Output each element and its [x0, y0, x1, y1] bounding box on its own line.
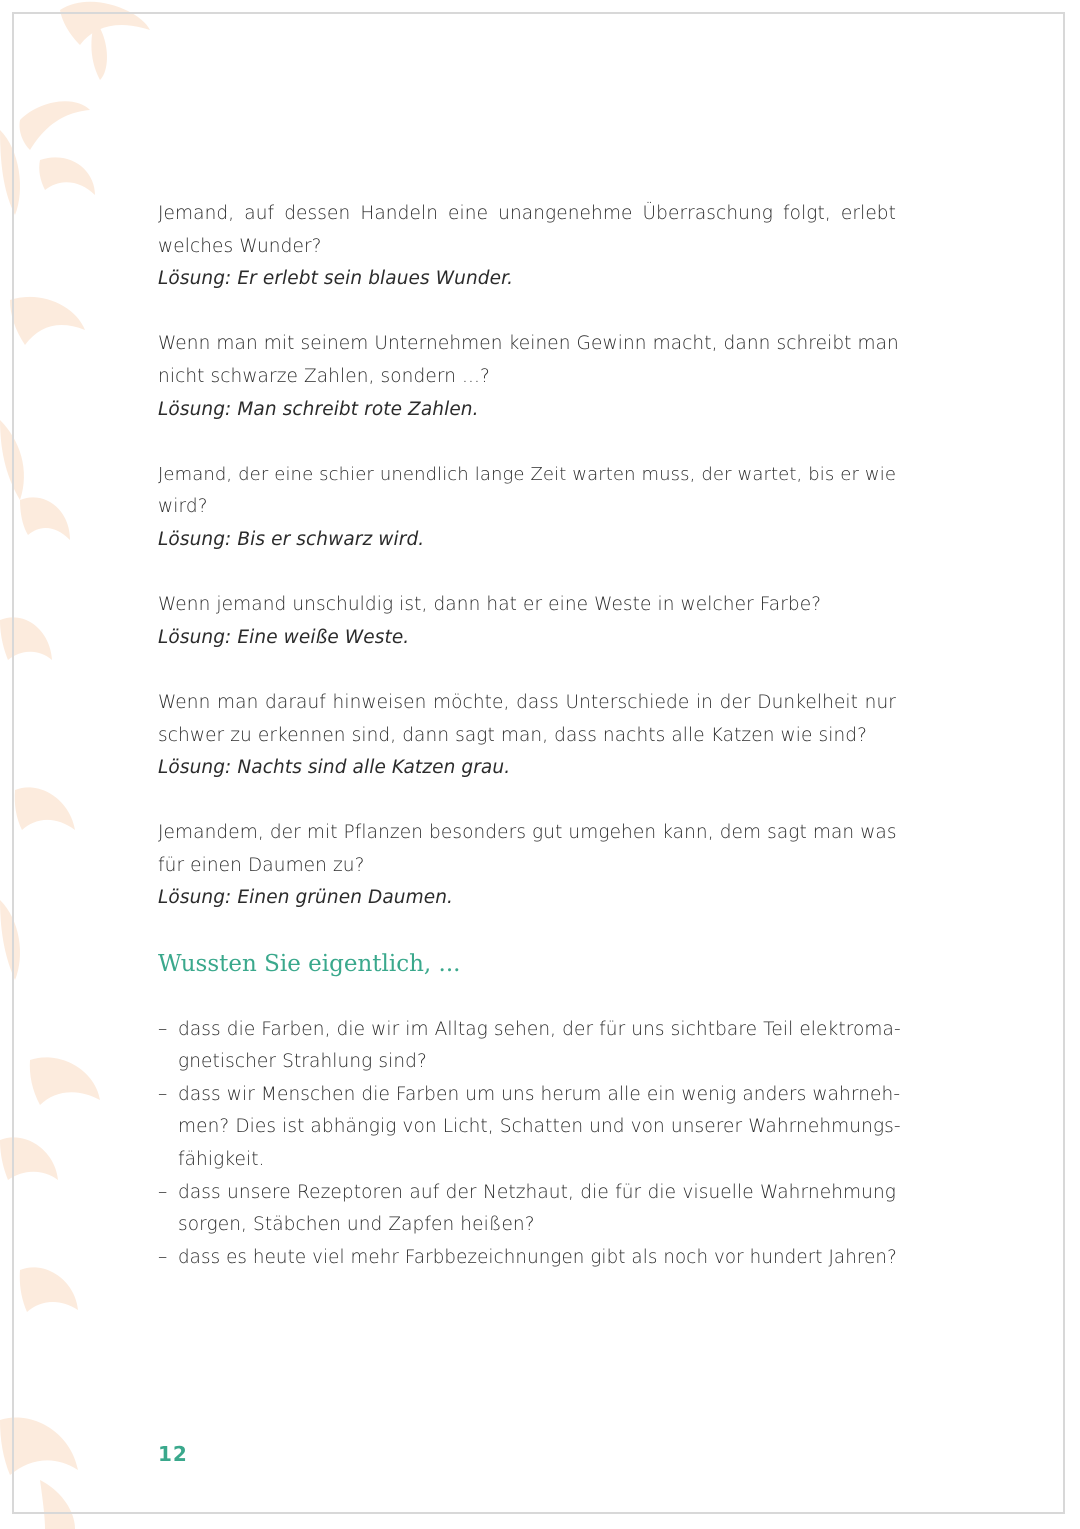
riddle-solution: Lösung: Er erlebt sein blaues Wunder. — [158, 268, 514, 290]
fact-line: dass unsere Rezeptoren auf der Netzhaut, die für die visuelle Wahrnehmung — [178, 1181, 896, 1203]
riddle-question-line: welches Wunder? — [158, 235, 322, 257]
riddle-solution: Lösung: Bis er schwarz wird. — [158, 528, 425, 550]
riddle-block — [158, 589, 896, 654]
fact-line: dass wir Menschen die Farben um uns herum alle ein wenig anders wahrneh- — [178, 1083, 901, 1105]
riddle-question-line: wird? — [158, 496, 208, 518]
riddle-question-line: Wenn man darauf hinweisen möchte, dass Unterschiede in der Dunkelheit nur — [158, 691, 896, 713]
bullet-dash: – — [158, 1018, 168, 1040]
fact-item — [158, 1014, 901, 1079]
fact-line: dass es heute viel mehr Farbbezeichnungen gibt als noch vor hundert Jahren? — [178, 1246, 897, 1268]
riddle-question-line: nicht schwarze Zahlen, sondern ...? — [158, 365, 490, 387]
riddle-question-line: Wenn jemand unschuldig ist, dann hat er eine Weste in welcher Farbe? — [158, 594, 822, 616]
bullet-dash: – — [158, 1181, 168, 1203]
riddle-question-line: Wenn man mit seinem Unternehmen keinen Gewinn macht, dann schreibt man — [158, 333, 899, 355]
page-content — [158, 198, 901, 1274]
riddle-question-line: Jemandem, der mit Pflanzen besonders gut umgehen kann, dem sagt man was — [158, 822, 897, 844]
riddle-list — [158, 198, 899, 915]
riddle-question-line: Jemand, der eine schier unendlich lange Zeit warten muss, der wartet, bis er wie — [158, 463, 896, 485]
riddle-question-line: Jemand, auf dessen Handeln eine unangenehme Überraschung folgt, erlebt — [158, 203, 896, 224]
riddle-solution: Lösung: Man schreibt rote Zahlen. — [158, 398, 479, 420]
fact-line: men? Dies ist abhängig von Licht, Schatten und von unserer Wahrnehmungs- — [178, 1116, 901, 1138]
riddle-block — [158, 459, 896, 557]
riddle-block — [158, 687, 896, 785]
section-heading: Wussten Sie eigentlich, ... — [158, 950, 461, 977]
page-number: 12 — [158, 1442, 188, 1466]
riddle-question-line: für einen Daumen zu? — [158, 854, 365, 876]
fact-item — [158, 1177, 896, 1242]
fact-line: fähigkeit. — [178, 1149, 265, 1171]
riddle-solution: Lösung: Nachts sind alle Katzen grau. — [158, 757, 511, 779]
fact-item — [158, 1242, 896, 1275]
fact-item — [158, 1079, 901, 1177]
fact-line: sorgen, Stäbchen und Zapfen heißen? — [178, 1214, 535, 1236]
fact-line: dass die Farben, die wir im Alltag sehen, der für uns sichtbare Teil elektroma- — [178, 1018, 901, 1040]
riddle-block — [158, 198, 896, 296]
riddle-block — [158, 328, 899, 426]
riddle-solution: Lösung: Einen grünen Daumen. — [158, 887, 454, 909]
fact-list — [158, 1014, 901, 1275]
riddle-solution: Lösung: Eine weiße Weste. — [158, 626, 410, 648]
riddle-question-line: schwer zu erkennen sind, dann sagt man, dass nachts alle Katzen wie sind? — [158, 724, 868, 746]
riddle-block — [158, 817, 896, 915]
bullet-dash: – — [158, 1246, 168, 1268]
fact-line: gnetischer Strahlung sind? — [178, 1051, 427, 1073]
bullet-dash: – — [158, 1083, 168, 1105]
